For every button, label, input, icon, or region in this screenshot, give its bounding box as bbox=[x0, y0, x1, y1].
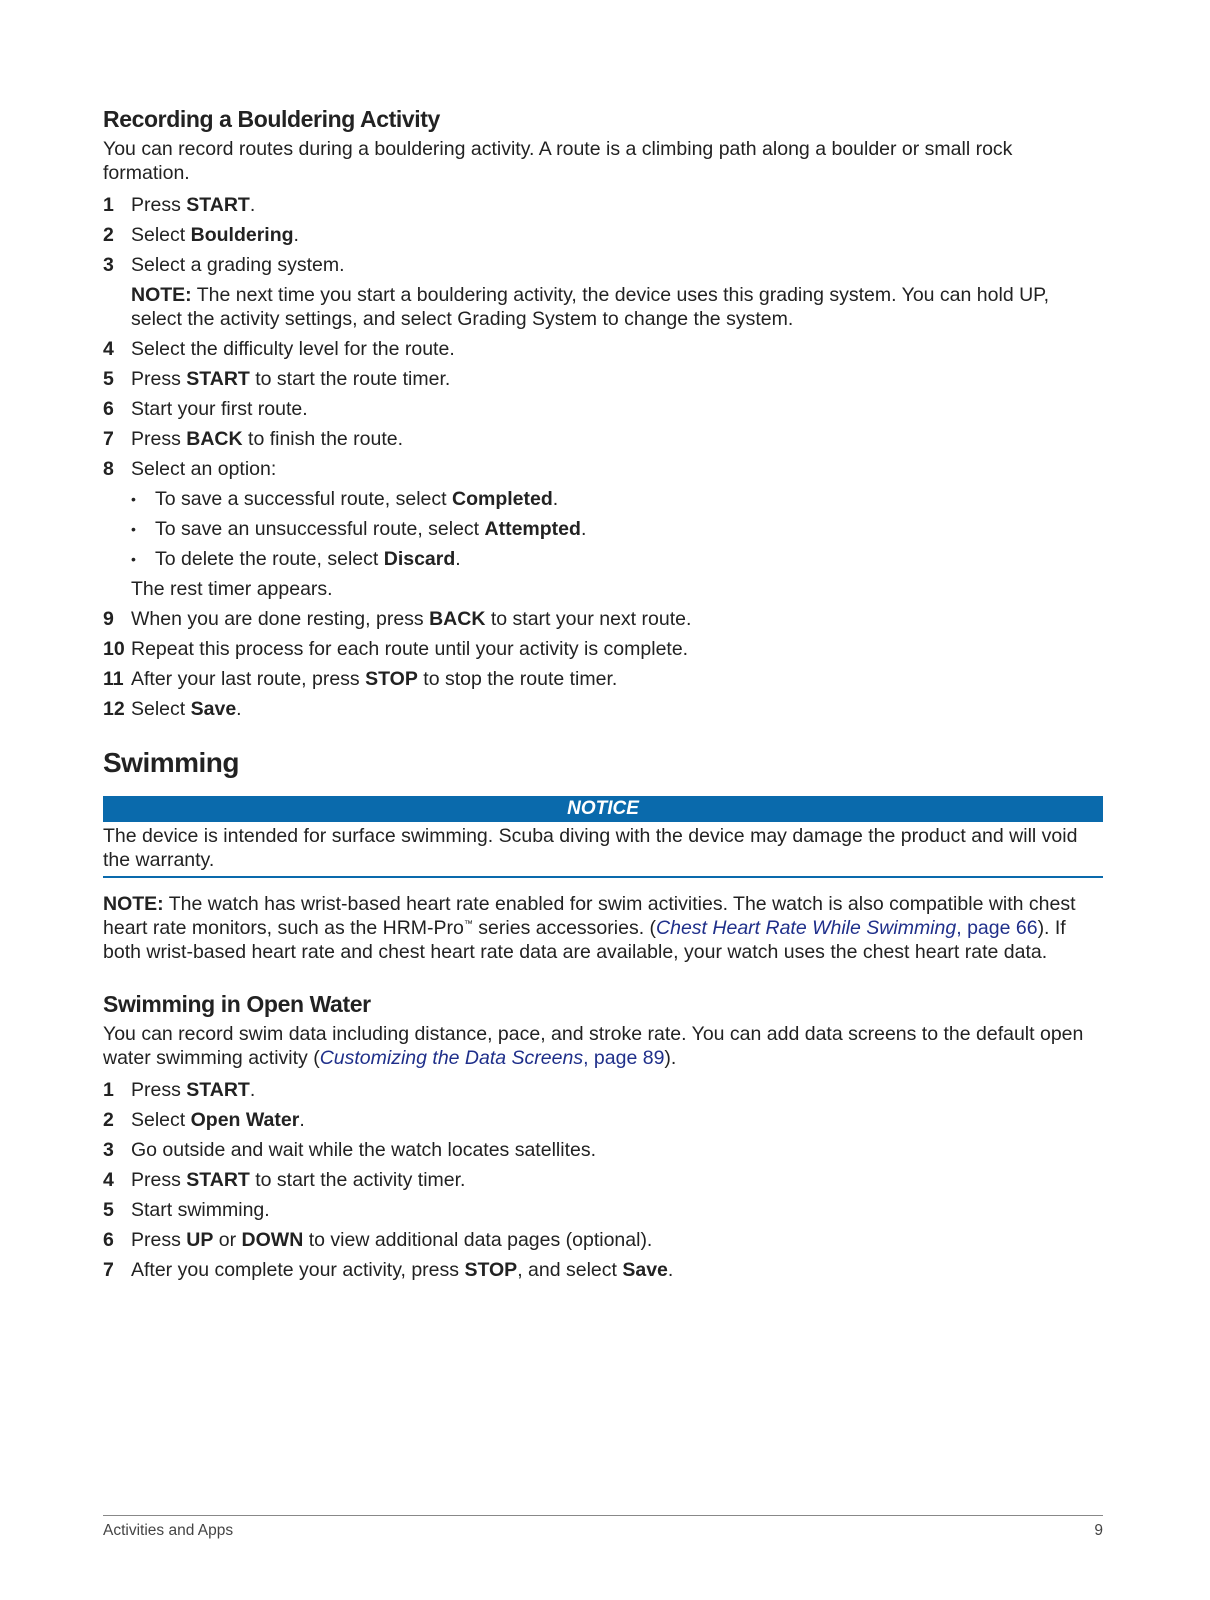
step-number: 3 bbox=[103, 254, 114, 276]
step-number: 2 bbox=[103, 224, 114, 246]
page-footer bbox=[103, 1515, 1103, 1543]
option-item: • To delete the route, select Discard. bbox=[131, 548, 461, 570]
step-item: 11 After your last route, press STOP to stop the route timer. bbox=[103, 668, 618, 690]
step-item: 6 Press UP or DOWN to view additional data pages (optional). bbox=[103, 1229, 653, 1251]
bullet-icon: • bbox=[131, 551, 136, 567]
step-number: 11 bbox=[103, 668, 124, 690]
step-item: 4 Select the difficulty level for the route. bbox=[103, 338, 455, 360]
section-heading-open-water: Swimming in Open Water bbox=[103, 991, 371, 1017]
step-number: 1 bbox=[103, 194, 114, 216]
step-item: 1 Press START. bbox=[103, 1079, 256, 1101]
step-item: 1 Press START. bbox=[103, 194, 256, 216]
option-item: • To save an unsuccessful route, select Attempted. bbox=[131, 518, 587, 540]
step-number: 7 bbox=[103, 1259, 114, 1281]
data-screens-link[interactable]: Customizing the Data Screens, page 89 bbox=[319, 1047, 665, 1069]
section-heading-bouldering: Recording a Bouldering Activity bbox=[103, 106, 440, 132]
step-number: 2 bbox=[103, 1109, 114, 1131]
bouldering-steps bbox=[103, 190, 1103, 724]
step-number: 10 bbox=[103, 638, 125, 660]
step-item: 9 When you are done resting, press BACK to start your next route. bbox=[103, 608, 692, 630]
notice-banner: NOTICE bbox=[103, 796, 1103, 822]
step-number: 8 bbox=[103, 458, 114, 480]
heart-rate-note: NOTE: The watch has wrist-based heart rate enabled for swim activities. The watch is also compatible with chest heart rate monitors, such as the HRM-Pro™ series accessories. (Chest Heart Rate While Swimming, page 66). If both wrist-based heart rate and chest heart rate data are available, your watch uses the chest heart rate data. bbox=[103, 893, 1076, 963]
step-item: 7 Press BACK to finish the route. bbox=[103, 428, 404, 450]
step-item: 4 Press START to start the activity timer. bbox=[103, 1169, 466, 1191]
step-number: 9 bbox=[103, 608, 114, 630]
bullet-icon: • bbox=[131, 521, 136, 537]
step-number: 4 bbox=[103, 1169, 114, 1191]
page-number: 9 bbox=[1094, 1522, 1103, 1539]
step-item: 2 Select Bouldering. bbox=[103, 224, 299, 246]
option-list bbox=[131, 484, 1103, 574]
step-item: 2 Select Open Water. bbox=[103, 1109, 305, 1131]
step-item: 6 Start your first route. bbox=[103, 398, 308, 420]
step-number: 4 bbox=[103, 338, 114, 360]
trademark-symbol: ™ bbox=[463, 918, 473, 929]
step-number: 5 bbox=[103, 368, 114, 390]
section-heading-swimming: Swimming bbox=[103, 747, 240, 778]
step-number: 12 bbox=[103, 698, 125, 720]
page-content bbox=[103, 99, 1103, 1285]
step-number: 6 bbox=[103, 398, 114, 420]
step-number: 3 bbox=[103, 1139, 114, 1161]
step-item: 5 Start swimming. bbox=[103, 1199, 270, 1221]
chest-heart-rate-link[interactable]: Chest Heart Rate While Swimming, page 66 bbox=[656, 917, 1038, 939]
step-item: 8 Select an option: • To save a successful route, select Completed. • To save an unsuccessful route, select Attempted. • To delete the route, select Discard. The rest timer appears. bbox=[103, 454, 1103, 604]
open-water-intro: You can record swim data including distance, pace, and stroke rate. You can add data screens to the default open water swimming activity (Customizing the Data Screens, page 89). bbox=[103, 1023, 1084, 1069]
step-number: 6 bbox=[103, 1229, 114, 1251]
bouldering-intro: You can record routes during a bouldering activity. A route is a climbing path along a boulder or small rock formation. bbox=[103, 138, 1013, 184]
open-water-steps bbox=[103, 1075, 1103, 1285]
step-number: 7 bbox=[103, 428, 114, 450]
step-number: 5 bbox=[103, 1199, 114, 1221]
step-item: 10 Repeat this process for each route until your activity is complete. bbox=[103, 638, 689, 660]
step-item: 5 Press START to start the route timer. bbox=[103, 368, 451, 390]
step-item: 3 Select a grading system. NOTE: The next time you start a bouldering activity, the device uses this grading system. You can hold UP, select the activity settings, and select Grading System to change the system. bbox=[103, 250, 1103, 334]
footer-section-title: Activities and Apps bbox=[103, 1522, 234, 1539]
step-item: 12 Select Save. bbox=[103, 698, 242, 720]
step-item: 3 Go outside and wait while the watch locates satellites. bbox=[103, 1139, 597, 1161]
rest-timer-text: The rest timer appears. bbox=[131, 578, 333, 600]
grading-note: NOTE: The next time you start a bouldering activity, the device uses this grading system. You can hold UP, select the activity settings, and select Grading System to change the system. bbox=[131, 284, 1050, 330]
bullet-icon: • bbox=[131, 491, 136, 507]
notice-text: The device is intended for surface swimming. Scuba diving with the device may damage the product and will void the warranty. bbox=[103, 822, 1103, 878]
step-number: 1 bbox=[103, 1079, 114, 1101]
step-item: 7 After you complete your activity, press STOP, and select Save. bbox=[103, 1259, 674, 1281]
option-item: • To save a successful route, select Completed. bbox=[131, 488, 559, 510]
